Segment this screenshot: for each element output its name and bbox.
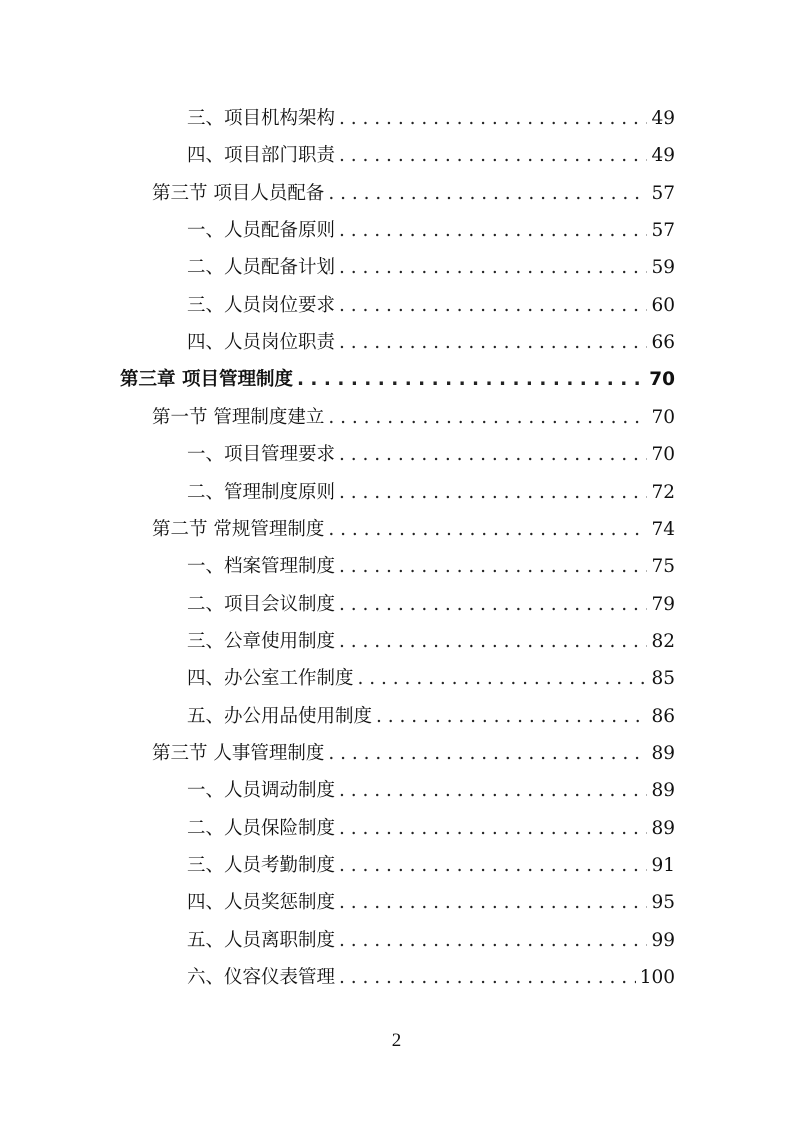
toc-entry-label: 第一节 管理制度建立 (152, 406, 325, 428)
toc-entry-label: 二、人员保险制度 (187, 817, 336, 839)
dot-leader (339, 963, 636, 993)
dot-leader (339, 590, 647, 620)
toc-item-entry[interactable] (187, 440, 675, 470)
toc-item-entry[interactable] (187, 627, 675, 657)
toc-item-entry[interactable] (187, 291, 675, 321)
toc-item-entry[interactable] (187, 216, 675, 246)
toc-entry-page-number: 75 (651, 556, 675, 578)
toc-section-entry[interactable] (152, 515, 675, 545)
toc-entry-page-number: 70 (651, 444, 675, 466)
dot-leader (339, 216, 647, 246)
dot-leader (339, 552, 647, 582)
dot-leader (339, 926, 647, 956)
toc-item-entry[interactable] (187, 814, 675, 844)
toc-entry-label: 二、管理制度原则 (187, 481, 336, 503)
dot-leader (339, 291, 647, 321)
dot-leader (328, 179, 647, 209)
toc-item-entry[interactable] (187, 702, 675, 732)
toc-item-entry[interactable] (187, 888, 675, 918)
dot-leader (339, 141, 647, 171)
toc-item-entry[interactable] (187, 328, 675, 358)
dot-leader (328, 739, 647, 769)
toc-entry-label: 五、人员离职制度 (187, 929, 336, 951)
toc-item-entry[interactable] (187, 590, 675, 620)
toc-entry-label: 五、办公用品使用制度 (187, 705, 373, 727)
toc-entry-label: 三、公章使用制度 (187, 630, 336, 652)
toc-entry-page-number: 60 (651, 294, 675, 316)
toc-entry-page-number: 49 (651, 145, 675, 167)
toc-entry-page-number: 57 (651, 182, 675, 204)
dot-leader (328, 515, 647, 545)
toc-section-entry[interactable] (152, 179, 675, 209)
toc-entry-label: 第三章 项目管理制度 (120, 369, 293, 391)
dot-leader (328, 403, 647, 433)
dot-leader (339, 104, 647, 134)
toc-item-entry[interactable] (187, 851, 675, 881)
toc-entry-page-number: 70 (651, 406, 675, 428)
dot-leader (297, 365, 645, 395)
toc-entry-page-number: 82 (651, 630, 675, 652)
toc-entry-page-number: 66 (651, 332, 675, 354)
dot-leader (339, 627, 647, 657)
toc-entry-label: 第三节 项目人员配备 (152, 182, 325, 204)
dot-leader (339, 888, 647, 918)
dot-leader (339, 253, 647, 283)
toc-item-entry[interactable] (187, 104, 675, 134)
dot-leader (339, 328, 647, 358)
toc-entry-page-number: 59 (651, 257, 675, 279)
toc-item-entry[interactable] (187, 664, 675, 694)
toc-entry-page-number: 89 (651, 817, 675, 839)
toc-entry-page-number: 89 (651, 780, 675, 802)
toc-entry-label: 三、人员考勤制度 (187, 855, 336, 876)
toc-entry-label: 二、项目会议制度 (187, 593, 336, 615)
toc-entry-page-number: 99 (651, 929, 675, 951)
toc-item-entry[interactable] (187, 926, 675, 956)
page-number: 2 (391, 1030, 402, 1051)
toc-entry-label: 四、人员岗位职责 (187, 332, 336, 354)
toc-entry-label: 一、人员调动制度 (187, 780, 336, 802)
toc-entry-page-number: 89 (651, 742, 675, 764)
toc-item-entry[interactable] (187, 552, 675, 582)
toc-item-entry[interactable] (187, 478, 675, 508)
toc-item-entry[interactable] (187, 776, 675, 806)
toc-entry-label: 六、仪容仪表管理 (187, 967, 336, 989)
toc-entry-label: 四、人员奖惩制度 (187, 892, 336, 914)
toc-entry-label: 第三节 人事管理制度 (152, 742, 325, 764)
toc-entry-page-number: 86 (651, 705, 675, 727)
toc-entry-label: 第二节 常规管理制度 (152, 518, 325, 540)
dot-leader (339, 814, 647, 844)
toc-entry-label: 二、人员配备计划 (187, 257, 336, 279)
toc-entry-label: 四、项目部门职责 (187, 145, 336, 167)
toc-item-entry[interactable] (187, 963, 675, 993)
toc-chapter-entry[interactable] (120, 365, 675, 395)
dot-leader (339, 478, 647, 508)
toc-entry-page-number: 91 (651, 855, 675, 876)
toc-entry-label: 一、人员配备原则 (187, 220, 336, 242)
toc-entry-label: 三、人员岗位要求 (187, 294, 336, 316)
toc-entry-page-number: 72 (651, 481, 675, 503)
toc-entry-page-number: 85 (651, 668, 675, 690)
toc-entry-label: 一、档案管理制度 (187, 556, 336, 578)
toc-item-entry[interactable] (187, 253, 675, 283)
dot-leader (339, 440, 647, 470)
dot-leader (376, 702, 647, 732)
toc-section-entry[interactable] (152, 403, 675, 433)
toc-entry-label: 四、办公室工作制度 (187, 668, 354, 690)
toc-item-entry[interactable] (187, 141, 675, 171)
toc-entry-page-number: 74 (651, 518, 675, 540)
dot-leader (339, 851, 647, 881)
toc-entry-page-number: 70 (649, 369, 675, 391)
toc-entry-label: 一、项目管理要求 (187, 444, 336, 466)
dot-leader (358, 664, 648, 694)
toc-entry-page-number: 57 (651, 220, 675, 242)
dot-leader (339, 776, 647, 806)
toc-entry-page-number: 49 (651, 108, 675, 129)
toc-entry-page-number: 100 (639, 967, 675, 989)
toc-entry-page-number: 79 (651, 593, 675, 615)
toc-section-entry[interactable] (152, 739, 675, 769)
toc-entry-page-number: 95 (651, 892, 675, 914)
toc-entry-label: 三、项目机构架构 (187, 108, 336, 129)
